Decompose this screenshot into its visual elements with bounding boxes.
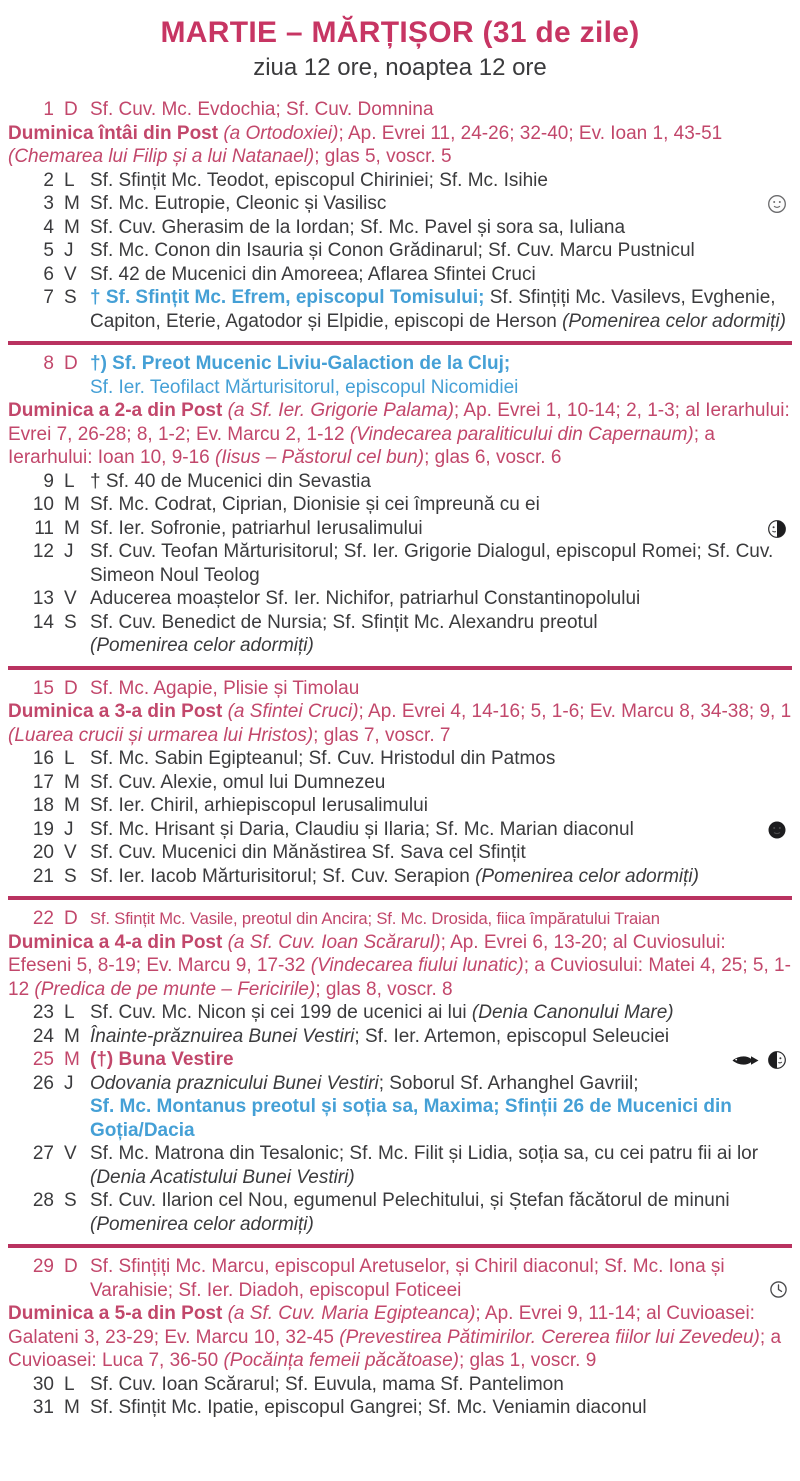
day-saints: [90, 1072, 792, 1143]
day-saints: [90, 677, 792, 701]
text-segment: Sf. Cuv. Mc. Evdochia; Sf. Cuv. Domnina: [90, 99, 434, 120]
day-number: 16: [32, 748, 54, 769]
text-segment: (Pocăința femeii păcătoase): [223, 1350, 459, 1371]
weekday-letter: M: [64, 771, 80, 793]
day-row-12: [8, 540, 792, 587]
text-segment: ; Soborul Sf. Arhanghel Gavriil;: [378, 1072, 639, 1094]
text-segment: Sf. Cuv. Ioan Scărarul; Sf. Euvula, mama Sf. Pantelimon: [90, 1373, 564, 1395]
text-segment: Sf. Mc. Hrisant și Daria, Claudiu și Ilaria; Sf. Mc. Marian diaconul: [90, 818, 634, 840]
day-row-3: [8, 192, 792, 216]
week-divider: [8, 896, 792, 900]
day-saints: [90, 818, 792, 842]
day-saints: [90, 1142, 792, 1189]
text-segment: (a Ortodoxiei): [223, 122, 339, 144]
text-segment: (a Sfintei Cruci): [227, 701, 359, 722]
sunday-reading: [8, 399, 792, 470]
text-segment: (Prevestirea Pătimirilor. Cererea fiilor lui Zevedeu): [339, 1326, 760, 1348]
sunday-reading: [8, 122, 792, 169]
day-number: 3: [43, 193, 54, 214]
text-segment: † Sf. Sfințit Mc. Efrem, episcopul Tomisului;: [90, 287, 485, 308]
day-row-2: [8, 169, 792, 193]
day-row-16: [8, 747, 792, 771]
weekday-letter: M: [64, 517, 80, 539]
day-saints: [90, 1373, 792, 1397]
day-number: 14: [32, 611, 54, 633]
day-number: 26: [32, 1072, 54, 1094]
day-number: 22: [32, 908, 54, 929]
day-number: 1: [43, 99, 54, 120]
text-segment: Sf. Cuv. Mc. Nicon și cei 199 de ucenici ai lui: [90, 1002, 472, 1023]
text-segment: Sf. Cuv. Mucenici din Mănăstirea Sf. Sava cel Sfințit: [90, 842, 526, 863]
day-number: 29: [32, 1256, 54, 1277]
day-row-18: [8, 794, 792, 818]
text-segment: Sf. 42 de Mucenici din Amoreea; Aflarea Sfintei Cruci: [90, 263, 536, 285]
weekday-letter: S: [64, 1190, 77, 1211]
day-symbols: [730, 1049, 788, 1071]
weekday-letter: M: [64, 193, 80, 214]
day-saints: [90, 1048, 792, 1072]
full-moon-icon: [766, 193, 788, 215]
first-quarter-moon-icon: [766, 1049, 788, 1071]
text-segment: Sf. Mc. Codrat, Ciprian, Dionisie și cei împreună cu ei: [90, 494, 540, 515]
page-subtitle: ziua 12 ore, noaptea 12 ore: [253, 54, 547, 81]
day-saints: [90, 611, 792, 658]
day-row-19: [8, 818, 792, 842]
day-number: 12: [32, 541, 54, 562]
weekday-letter: L: [64, 748, 75, 769]
text-segment: ; glas 8, voscr. 8: [315, 978, 453, 1000]
weekday-letter: V: [64, 1143, 77, 1164]
weekday-letter: D: [64, 1256, 78, 1277]
day-saints: [90, 239, 792, 263]
day-saints: [90, 907, 792, 931]
text-segment: (Pomenirea celor adormiți): [475, 865, 699, 887]
day-number: 28: [32, 1190, 54, 1211]
weekday-letter: S: [64, 287, 77, 308]
day-row-22: [8, 907, 792, 931]
text-segment: Sf. Cuv. Ilarion cel Nou, egumenul Pelechitului, și Ștefan făcătorul de minuni: [90, 1190, 730, 1211]
clock-icon: [769, 1280, 788, 1299]
text-segment: Duminica a 4-a din Post: [8, 931, 228, 953]
day-number: 19: [32, 818, 54, 840]
day-saints: [90, 216, 792, 240]
sunday-reading: [8, 700, 792, 747]
day-row-28: [8, 1189, 792, 1236]
day-saints: [90, 747, 792, 771]
weekday-letter: V: [64, 263, 77, 285]
day-row-5: [8, 239, 792, 263]
week-divider: [8, 341, 792, 345]
day-row-10: [8, 493, 792, 517]
text-segment: (Pomenirea celor adormiți): [90, 1213, 314, 1235]
text-segment: (Pomenirea celor adormiți): [90, 635, 314, 656]
day-number: 31: [32, 1397, 54, 1418]
day-symbols: [766, 518, 788, 540]
day-number: 8: [43, 353, 54, 374]
text-segment: (Predica de pe munte – Fericirile): [34, 978, 316, 1000]
text-segment: ; a Cuviosului: Matei 4, 25; 5, 1-12: [8, 955, 791, 1000]
text-segment: (Denia Acatistului Bunei Vestiri): [90, 1166, 355, 1188]
text-segment: (Vindecarea fiului lunatic): [310, 955, 524, 976]
day-row-20: [8, 841, 792, 865]
day-number: 10: [32, 494, 54, 515]
day-number: 18: [32, 795, 54, 816]
day-saints: [90, 493, 792, 517]
calendar-entries: [8, 98, 792, 1420]
text-segment: (Vindecarea paraliticului din Capernaum): [349, 423, 694, 445]
text-segment: Sf. Cuv. Benedict de Nursia; Sf. Sfințit Mc. Alexandru preotul: [90, 611, 598, 633]
day-saints: [90, 1189, 792, 1236]
day-saints: [90, 1001, 792, 1025]
day-row-25: [8, 1048, 792, 1072]
text-segment: (Pomenirea celor adormiți): [562, 310, 786, 332]
text-segment: Sf. Sfințiți Mc. Marcu, episcopul Aretuselor, și Chiril diaconul; Sf. Mc. Iona și Varahisie; Sf. Ier. Diadoh, episcopul Foticeei: [90, 1256, 725, 1301]
day-number: 21: [32, 865, 54, 887]
weekday-letter: S: [64, 611, 77, 633]
day-saints: [90, 470, 792, 494]
text-segment: Odovania praznicului Bunei Vestiri: [90, 1072, 379, 1094]
text-segment: ; glas 7, voscr. 7: [313, 724, 451, 746]
text-segment: (Denia Canonului Mare): [471, 1002, 674, 1023]
text-segment: † Sf. 40 de Mucenici din Sevastia: [90, 470, 371, 492]
day-saints: [90, 841, 792, 865]
text-segment: Duminica a 5-a din Post: [8, 1303, 228, 1324]
weekday-letter: L: [64, 169, 75, 191]
text-segment: Duminica a 3-a din Post: [8, 701, 228, 722]
weekday-letter: S: [64, 865, 77, 887]
weekday-letter: M: [64, 1397, 80, 1418]
weekday-letter: M: [64, 494, 80, 515]
text-segment: Duminica a 2-a din Post: [8, 400, 228, 421]
day-saints: [90, 794, 792, 818]
weekday-letter: L: [64, 1002, 75, 1023]
day-row-27: [8, 1142, 792, 1189]
day-number: 5: [43, 240, 54, 261]
day-saints: [90, 98, 792, 122]
text-segment: Sf. Sfințit Mc. Vasile, preotul din Ancira; Sf. Mc. Drosida, fiica împăratului Traian: [90, 909, 660, 928]
day-row-8: [8, 352, 792, 399]
day-saints: [90, 517, 792, 541]
last-quarter-moon-icon: [766, 518, 788, 540]
text-segment: Sf. Mc. Conon din Isauria și Conon Grădinarul; Sf. Cuv. Marcu Pustnicul: [90, 240, 695, 261]
text-segment: ; Ap. Evrei 11, 24-26; 32-40; Ev. Ioan 1, 43-51: [338, 122, 723, 144]
day-symbols: [766, 819, 788, 841]
text-segment: Sf. Cuv. Teofan Mărturisitorul; Sf. Ier. Grigorie Dialogul, episcopul Romei; Sf. Cuv. Simeon Noul Teolog: [90, 541, 774, 586]
day-row-1: [8, 98, 792, 122]
day-number: 4: [43, 216, 54, 238]
day-row-4: [8, 216, 792, 240]
new-moon-icon: [766, 819, 788, 841]
day-number: 2: [43, 169, 54, 191]
text-segment: (a Sf. Cuv. Maria Egipteanca): [227, 1303, 476, 1324]
day-row-31: [8, 1396, 792, 1420]
day-row-24: [8, 1025, 792, 1049]
page-title: MARTIE – MĂRȚIȘOR (31 de zile): [160, 16, 640, 49]
day-number: 15: [32, 677, 54, 699]
fish-icon: [730, 1053, 760, 1068]
weekday-letter: D: [64, 353, 78, 374]
text-segment: †) Sf. Preot Mucenic Liviu-Galaction de la Cluj;: [90, 353, 511, 374]
text-segment: Sf. Sfințiți Mc. Vasilevs, Evghenie, Capiton, Eterie, Agatodor și Elpidie, episcopi de Herson: [90, 287, 776, 332]
text-segment: (Luarea crucii și urmarea lui Hristos): [8, 724, 314, 746]
text-segment: ; Ap. Evrei 9, 11-14; al Cuvioasei: Galateni 3, 23-29; Ev. Marcu 10, 32-45: [8, 1303, 755, 1348]
text-segment: ; Ap. Evrei 4, 14-16; 5, 1-6; Ev. Marcu 8, 34-38; 9, 1: [358, 701, 792, 722]
day-number: 30: [32, 1373, 54, 1395]
sunday-reading: [8, 1302, 792, 1373]
weekday-letter: V: [64, 842, 77, 863]
day-row-7: [8, 286, 792, 333]
text-segment: ; Ap. Evrei 1, 10-14; 2, 1-3; al Ierarhului: Evrei 7, 26-28; 8, 1-2; Ev. Marcu 2, 1-12: [8, 400, 790, 445]
day-number: 6: [43, 263, 54, 285]
text-segment: (†) Buna Vestire: [90, 1049, 234, 1070]
day-number: 11: [34, 517, 54, 539]
text-segment: Sf. Ier. Teofilact Mărturisitorul, episcopul Nicomidiei: [90, 376, 519, 398]
text-segment: ; a Ierarhului: Ioan 10, 9-16: [8, 423, 715, 468]
text-segment: Sf. Mc. Montanus preotul și soția sa, Maxima; Sfinții 26 de Mucenici din Goția/Dacia: [90, 1096, 732, 1141]
day-number: 13: [32, 588, 54, 609]
text-segment: ; glas 6, voscr. 6: [424, 447, 562, 468]
day-symbols: [766, 193, 788, 215]
day-saints: [90, 286, 792, 333]
day-symbols: [769, 1280, 788, 1299]
text-segment: ; Ap. Evrei 6, 13-20; al Cuviosului: Efeseni 5, 8-19; Ev. Marcu 9, 17-32: [8, 931, 726, 976]
text-segment: (a Sf. Ier. Grigorie Palama): [227, 400, 454, 421]
day-saints: [90, 1025, 792, 1049]
text-segment: Duminica întâi din Post: [8, 122, 224, 144]
weekday-letter: L: [64, 1373, 75, 1395]
day-row-6: [8, 263, 792, 287]
day-row-23: [8, 1001, 792, 1025]
day-number: 20: [32, 842, 54, 863]
text-segment: Sf. Ier. Iacob Mărturisitorul; Sf. Cuv. Serapion: [90, 865, 476, 887]
text-segment: Sf. Mc. Agapie, Plisie și Timolau: [90, 677, 360, 699]
weekday-letter: M: [64, 1025, 80, 1047]
text-segment: Aducerea moaștelor Sf. Ier. Nichifor, patriarhul Constantinopolului: [90, 588, 641, 609]
text-segment: Sf. Cuv. Alexie, omul lui Dumnezeu: [90, 771, 386, 793]
text-segment: ; Sf. Ier. Artemon, episcopul Seleuciei: [354, 1025, 670, 1047]
weekday-letter: M: [64, 1049, 80, 1070]
sunday-reading: [8, 931, 792, 1002]
weekday-letter: M: [64, 216, 80, 238]
text-segment: ; glas 5, voscr. 5: [314, 146, 452, 167]
day-number: 7: [43, 287, 54, 308]
text-segment: Sf. Sfințit Mc. Teodot, episcopul Chiriniei; Sf. Mc. Isihie: [90, 169, 548, 191]
day-number: 27: [32, 1143, 54, 1164]
day-number: 17: [32, 771, 54, 793]
weekday-letter: V: [64, 588, 77, 609]
day-saints: [90, 192, 792, 216]
day-row-30: [8, 1373, 792, 1397]
text-segment: Sf. Ier. Chiril, arhiepiscopul Ierusalimului: [90, 795, 428, 816]
weekday-letter: J: [64, 240, 74, 261]
day-row-29: [8, 1255, 792, 1302]
weekday-letter: L: [64, 470, 75, 492]
day-saints: [90, 352, 792, 399]
day-saints: [90, 540, 792, 587]
text-segment: Sf. Mc. Eutropie, Cleonic și Vasilisc: [90, 193, 387, 214]
day-saints: [90, 865, 792, 889]
week-divider: [8, 1244, 792, 1248]
text-segment: Înainte-prăznuirea Bunei Vestiri: [90, 1025, 355, 1047]
text-segment: (Iisus – Păstorul cel bun): [215, 447, 425, 468]
day-row-15: [8, 677, 792, 701]
day-number: 24: [32, 1025, 54, 1047]
weekday-letter: D: [64, 908, 78, 929]
day-saints: [90, 263, 792, 287]
weekday-letter: J: [64, 541, 74, 562]
text-segment: Sf. Mc. Matrona din Tesalonic; Sf. Mc. Filit și Lidia, soția sa, cu cei patru fii ai lor: [90, 1143, 759, 1164]
weekday-letter: D: [64, 99, 78, 120]
day-row-9: [8, 470, 792, 494]
text-segment: Sf. Ier. Sofronie, patriarhul Ierusalimului: [90, 517, 423, 539]
day-row-11: [8, 517, 792, 541]
day-row-17: [8, 771, 792, 795]
day-saints: [90, 1255, 792, 1302]
day-row-26: [8, 1072, 792, 1143]
day-saints: [90, 587, 792, 611]
day-row-21: [8, 865, 792, 889]
day-number: 25: [32, 1049, 54, 1070]
week-divider: [8, 666, 792, 670]
text-segment: Sf. Mc. Sabin Egipteanul; Sf. Cuv. Hristodul din Patmos: [90, 748, 556, 769]
text-segment: Sf. Cuv. Gherasim de la Iordan; Sf. Mc. Pavel și sora sa, Iuliana: [90, 216, 626, 238]
day-row-13: [8, 587, 792, 611]
day-saints: [90, 169, 792, 193]
day-saints: [90, 771, 792, 795]
text-segment: (Chemarea lui Filip și a lui Natanael): [8, 146, 315, 167]
text-segment: ; a Cuvioasei: Luca 7, 36-50: [8, 1326, 782, 1371]
text-segment: ; glas 1, voscr. 9: [458, 1350, 597, 1371]
day-saints: [90, 1396, 792, 1420]
day-number: 23: [32, 1002, 54, 1023]
day-number: 9: [43, 470, 54, 492]
weekday-letter: M: [64, 795, 80, 816]
day-row-14: [8, 611, 792, 658]
weekday-letter: D: [64, 677, 78, 699]
weekday-letter: J: [64, 818, 74, 840]
text-segment: (a Sf. Cuv. Ioan Scărarul): [227, 931, 441, 953]
weekday-letter: J: [64, 1072, 74, 1094]
text-segment: Sf. Sfințit Mc. Ipatie, episcopul Gangrei; Sf. Mc. Veniamin diaconul: [90, 1397, 647, 1418]
